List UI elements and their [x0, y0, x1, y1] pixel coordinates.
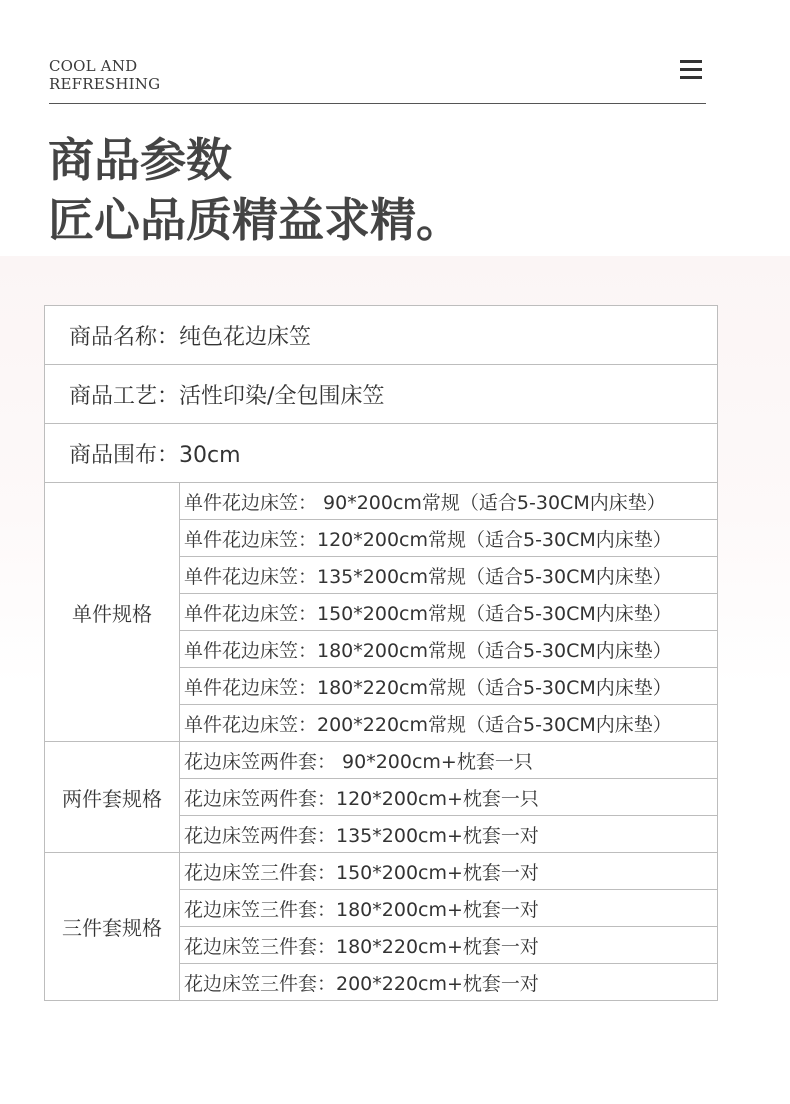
header-divider: [49, 103, 706, 104]
info-cell: [45, 424, 718, 483]
info-label: 商品工艺: [69, 383, 158, 409]
table-row: [45, 853, 718, 890]
page-subtitle: 匠心品质精益求精。: [48, 193, 462, 247]
spec-item: 单件花边床笠：200*220cm常规（适合5-30CM内床垫）: [180, 705, 718, 742]
brand-line-1: COOL AND: [49, 57, 138, 75]
product-spec-table: [44, 305, 718, 1001]
brand-line-2: REFRESHING: [49, 75, 161, 93]
spec-item: 花边床笠两件套：135*200cm+枕套一对: [180, 816, 718, 853]
brand-logo-text: [49, 57, 160, 93]
spec-item: 单件花边床笠： 90*200cm常规（适合5-30CM内床垫）: [180, 483, 718, 520]
info-value: 30cm: [179, 442, 241, 468]
info-cell: [45, 306, 718, 365]
info-colon: ：: [157, 383, 180, 409]
info-label: 商品围布: [69, 442, 158, 468]
page-title: 商品参数: [48, 133, 232, 187]
group-label-two-piece: 两件套规格: [45, 742, 180, 853]
spec-item: 花边床笠两件套： 90*200cm+枕套一只: [180, 742, 718, 779]
spec-item: 花边床笠三件套：200*220cm+枕套一对: [180, 964, 718, 1001]
spec-item: 单件花边床笠：150*200cm常规（适合5-30CM内床垫）: [180, 594, 718, 631]
spec-item: 花边床笠两件套：120*200cm+枕套一只: [180, 779, 718, 816]
group-label-three-piece: 三件套规格: [45, 853, 180, 1001]
info-value: 纯色花边床笠: [179, 324, 312, 350]
group-label-single: 单件规格: [45, 483, 180, 742]
hamburger-menu-icon[interactable]: [676, 59, 706, 81]
spec-item: 花边床笠三件套：180*200cm+枕套一对: [180, 890, 718, 927]
info-colon: ：: [157, 442, 180, 468]
info-label: 商品名称: [69, 324, 158, 350]
table-row: [45, 742, 718, 779]
info-cell: [45, 365, 718, 424]
spec-item: 花边床笠三件套：180*220cm+枕套一对: [180, 927, 718, 964]
info-colon: ：: [157, 324, 180, 350]
info-row-craft: [45, 365, 718, 424]
info-value: 活性印染/全包围床笠: [179, 383, 385, 409]
info-row-name: [45, 306, 718, 365]
table-row: [45, 483, 718, 520]
spec-item: 单件花边床笠：180*200cm常规（适合5-30CM内床垫）: [180, 631, 718, 668]
spec-item: 花边床笠三件套：150*200cm+枕套一对: [180, 853, 718, 890]
spec-item: 单件花边床笠：135*200cm常规（适合5-30CM内床垫）: [180, 557, 718, 594]
info-row-skirt: [45, 424, 718, 483]
spec-item: 单件花边床笠：180*220cm常规（适合5-30CM内床垫）: [180, 668, 718, 705]
spec-item: 单件花边床笠：120*200cm常规（适合5-30CM内床垫）: [180, 520, 718, 557]
